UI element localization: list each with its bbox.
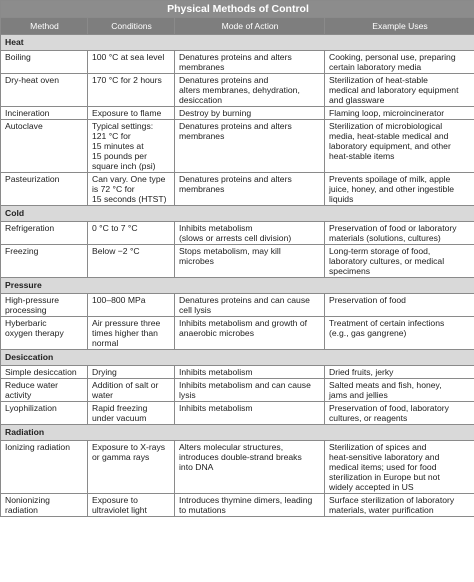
table-row (1, 51, 474, 74)
method-cell: Lyophilization (1, 402, 88, 425)
method-cell: Dry-heat oven (1, 74, 88, 107)
table-row (1, 120, 474, 173)
section-heading: Pressure (1, 278, 474, 294)
table-row (1, 441, 474, 494)
table-row (1, 366, 474, 379)
conditions-cell: Addition of salt or water (88, 379, 175, 402)
section-row (1, 206, 474, 222)
table-row (1, 173, 474, 206)
conditions-cell: Exposure to X-rays or gamma rays (88, 441, 175, 494)
section-heading: Radiation (1, 425, 474, 441)
conditions-cell: 0 °C to 7 °C (88, 222, 175, 245)
header-row (1, 18, 474, 35)
method-cell: Boiling (1, 51, 88, 74)
column-header-mode-of-action: Mode of Action (175, 18, 325, 35)
example-uses-cell: Cooking, personal use, preparing certain laboratory media (325, 51, 474, 74)
method-cell: Refrigeration (1, 222, 88, 245)
example-uses-cell: Flaming loop, microincinerator (325, 107, 474, 120)
conditions-cell: Below −2 °C (88, 245, 175, 278)
example-uses-cell: Long-term storage of food, laboratory cultures, or medical specimens (325, 245, 474, 278)
section-row (1, 278, 474, 294)
conditions-cell: Can vary. One type is 72 °C for 15 seconds (HTST) (88, 173, 175, 206)
table-row (1, 402, 474, 425)
section-row (1, 350, 474, 366)
mode-of-action-cell: Inhibits metabolism (175, 366, 325, 379)
method-cell: Freezing (1, 245, 88, 278)
conditions-cell: Air pressure three times higher than normal (88, 317, 175, 350)
method-cell: High-pressure processing (1, 294, 88, 317)
method-cell: Incineration (1, 107, 88, 120)
table-row (1, 74, 474, 107)
mode-of-action-cell: Denatures proteins and alters membranes, dehydration, desiccation (175, 74, 325, 107)
example-uses-cell: Preservation of food (325, 294, 474, 317)
example-uses-cell: Dried fruits, jerky (325, 366, 474, 379)
mode-of-action-cell: Inhibits metabolism and can cause lysis (175, 379, 325, 402)
conditions-cell: Rapid freezing under vacuum (88, 402, 175, 425)
conditions-cell: Typical settings: 121 °C for 15 minutes at 15 pounds per square inch (psi) (88, 120, 175, 173)
mode-of-action-cell: Stops metabolism, may kill microbes (175, 245, 325, 278)
method-cell: Hyberbaric oxygen therapy (1, 317, 88, 350)
method-cell: Nonionizing radiation (1, 494, 88, 517)
table-title: Physical Methods of Control (1, 1, 474, 18)
mode-of-action-cell: Introduces thymine dimers, leading to mutations (175, 494, 325, 517)
example-uses-cell: Preservation of food or laboratory materials (solutions, cultures) (325, 222, 474, 245)
mode-of-action-cell: Inhibits metabolism (slows or arrests cell division) (175, 222, 325, 245)
section-row (1, 425, 474, 441)
conditions-cell: Drying (88, 366, 175, 379)
table-row (1, 294, 474, 317)
column-header-example-uses: Example Uses (325, 18, 474, 35)
table-row (1, 222, 474, 245)
mode-of-action-cell: Denatures proteins and alters membranes (175, 120, 325, 173)
mode-of-action-cell: Inhibits metabolism and growth of anaerobic microbes (175, 317, 325, 350)
section-heading: Heat (1, 35, 474, 51)
example-uses-cell: Treatment of certain infections (e.g., gas gangrene) (325, 317, 474, 350)
mode-of-action-cell: Destroy by burning (175, 107, 325, 120)
mode-of-action-cell: Denatures proteins and can cause cell lysis (175, 294, 325, 317)
example-uses-cell: Sterilization of microbiological media, heat-stable medical and laboratory equipment, and other heat-stable items (325, 120, 474, 173)
column-header-conditions: Conditions (88, 18, 175, 35)
table-row (1, 494, 474, 517)
table-row (1, 107, 474, 120)
table-row (1, 379, 474, 402)
example-uses-cell: Sterilization of spices and heat-sensitive laboratory and medical items; used for food sterilization in Europe but not widely accepted in US (325, 441, 474, 494)
example-uses-cell: Sterilization of heat-stable medical and laboratory equipment and glassware (325, 74, 474, 107)
mode-of-action-cell: Alters molecular structures, introduces double-strand breaks into DNA (175, 441, 325, 494)
conditions-cell: Exposure to ultraviolet light (88, 494, 175, 517)
table-body (1, 35, 474, 517)
method-cell: Pasteurization (1, 173, 88, 206)
method-cell: Reduce water activity (1, 379, 88, 402)
example-uses-cell: Salted meats and fish, honey, jams and jellies (325, 379, 474, 402)
mode-of-action-cell: Inhibits metabolism (175, 402, 325, 425)
section-row (1, 35, 474, 51)
conditions-cell: 100 °C at sea level (88, 51, 175, 74)
table-row (1, 317, 474, 350)
method-cell: Simple desiccation (1, 366, 88, 379)
conditions-cell: Exposure to flame (88, 107, 175, 120)
column-header-method: Method (1, 18, 88, 35)
section-heading: Cold (1, 206, 474, 222)
mode-of-action-cell: Denatures proteins and alters membranes (175, 173, 325, 206)
conditions-cell: 100–800 MPa (88, 294, 175, 317)
conditions-cell: 170 °C for 2 hours (88, 74, 175, 107)
example-uses-cell: Surface sterilization of laboratory materials, water purification (325, 494, 474, 517)
example-uses-cell: Prevents spoilage of milk, apple juice, honey, and other ingestible liquids (325, 173, 474, 206)
table-row (1, 245, 474, 278)
method-cell: Autoclave (1, 120, 88, 173)
mode-of-action-cell: Denatures proteins and alters membranes (175, 51, 325, 74)
method-cell: Ionizing radiation (1, 441, 88, 494)
title-row (1, 1, 474, 18)
example-uses-cell: Preservation of food, laboratory cultures, or reagents (325, 402, 474, 425)
section-heading: Desiccation (1, 350, 474, 366)
